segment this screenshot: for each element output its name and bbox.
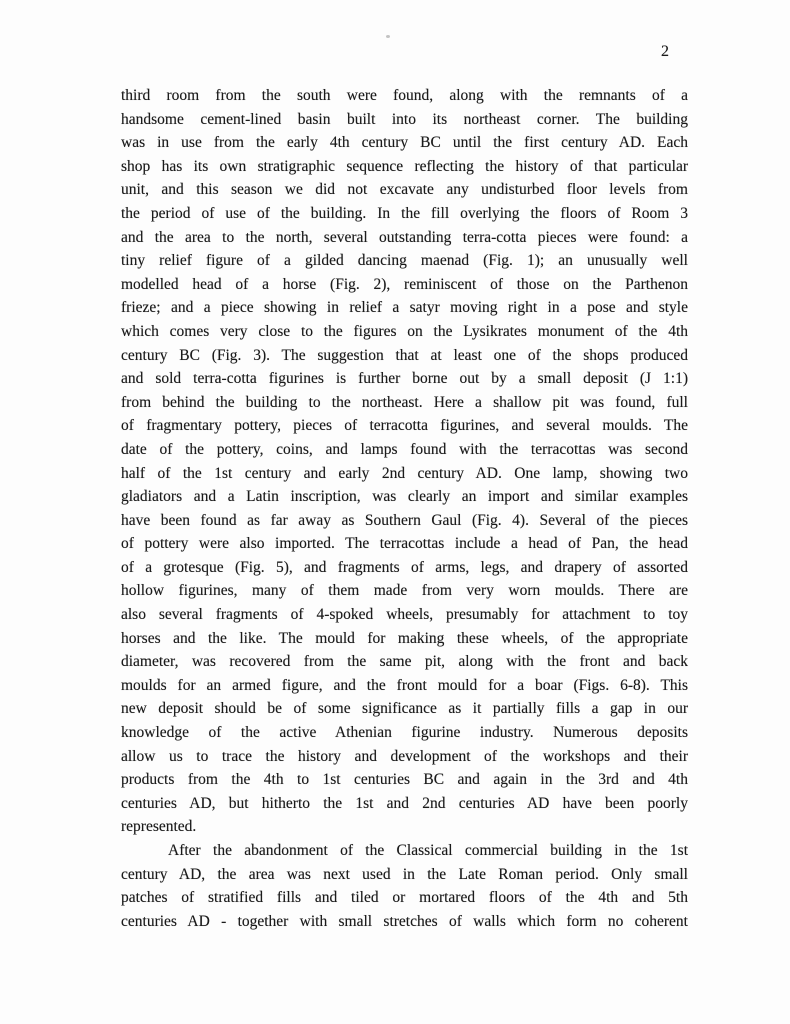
- text-line: patches of stratified fills and tiled or mortared floors of the 4th and 5th: [121, 889, 688, 907]
- text-line: and sold terra-cotta figurines is further borne out by a small deposit (J 1:1): [121, 370, 688, 388]
- text-line: tiny relief figure of a gilded dancing maenad (Fig. 1); an unusually well: [121, 252, 688, 270]
- text-block: [121, 84, 688, 933]
- text-line: and the area to the north, several outstanding terra-cotta pieces were found: a: [121, 228, 688, 246]
- text-line: moulds for an armed figure, and the front mould for a boar (Figs. 6-8). This: [121, 676, 688, 694]
- text-line: allow us to trace the history and development of the workshops and their: [121, 747, 688, 765]
- text-line: of a grotesque (Fig. 5), and fragments of arms, legs, and drapery of assorted: [121, 558, 688, 576]
- text-line: products from the 4th to 1st centuries BC and again in the 3rd and 4th: [121, 771, 688, 789]
- scan-artifact-speck: [386, 35, 390, 38]
- text-line: century AD, the area was next used in the Late Roman period. Only small: [121, 865, 688, 883]
- text-line: from behind the building to the northeast. Here a shallow pit was found, full: [121, 393, 688, 411]
- text-line: also several fragments of 4-spoked wheels, presumably for attachment to toy: [121, 606, 688, 624]
- paragraph: [121, 84, 688, 839]
- text-line: handsome cement-lined basin built into its northeast corner. The building: [121, 110, 688, 128]
- text-line: date of the pottery, coins, and lamps found with the terracottas was second: [121, 440, 688, 458]
- paragraph: [121, 839, 688, 933]
- text-line: knowledge of the active Athenian figurine industry. Numerous deposits: [121, 724, 688, 742]
- text-line: After the abandonment of the Classical commercial building in the 1st: [168, 842, 688, 859]
- text-line: the period of use of the building. In the fill overlying the floors of Room 3: [121, 204, 688, 222]
- text-line: century BC (Fig. 3). The suggestion that at least one of the shops produced: [121, 346, 688, 364]
- text-line: frieze; and a piece showing in relief a satyr moving right in a pose and style: [121, 299, 688, 317]
- text-line: which comes very close to the figures on the Lysikrates monument of the 4th: [121, 322, 688, 340]
- text-line: hollow figurines, many of them made from very worn moulds. There are: [121, 582, 688, 600]
- text-line: was in use from the early 4th century BC until the first century AD. Each: [121, 134, 688, 152]
- text-line: half of the 1st century and early 2nd century AD. One lamp, showing two: [121, 464, 688, 482]
- text-line: have been found as far away as Southern Gaul (Fig. 4). Several of the pieces: [121, 511, 688, 529]
- text-line: third room from the south were found, along with the remnants of a: [121, 87, 688, 104]
- text-line: represented.: [121, 818, 197, 836]
- text-line: unit, and this season we did not excavate any undisturbed floor levels from: [121, 181, 688, 199]
- text-line: of pottery were also imported. The terracottas include a head of Pan, the head: [121, 535, 688, 553]
- text-line: gladiators and a Latin inscription, was clearly an import and similar examples: [121, 488, 688, 506]
- text-line: horses and the like. The mould for making these wheels, of the appropriate: [121, 629, 688, 647]
- text-line: of fragmentary pottery, pieces of terracotta figurines, and several moulds. The: [121, 417, 688, 435]
- text-line: new deposit should be of some significance as it partially fills a gap in our: [121, 700, 688, 718]
- text-line: centuries AD - together with small stretches of walls which form no coherent: [121, 912, 688, 930]
- text-line: centuries AD, but hitherto the 1st and 2nd centuries AD have been poorly: [121, 794, 688, 812]
- text-line: modelled head of a horse (Fig. 2), reminiscent of those on the Parthenon: [121, 275, 688, 293]
- page-number: 2: [661, 43, 670, 60]
- text-line: shop has its own stratigraphic sequence reflecting the history of that particular: [121, 157, 688, 175]
- text-line: diameter, was recovered from the same pit, along with the front and back: [121, 653, 688, 671]
